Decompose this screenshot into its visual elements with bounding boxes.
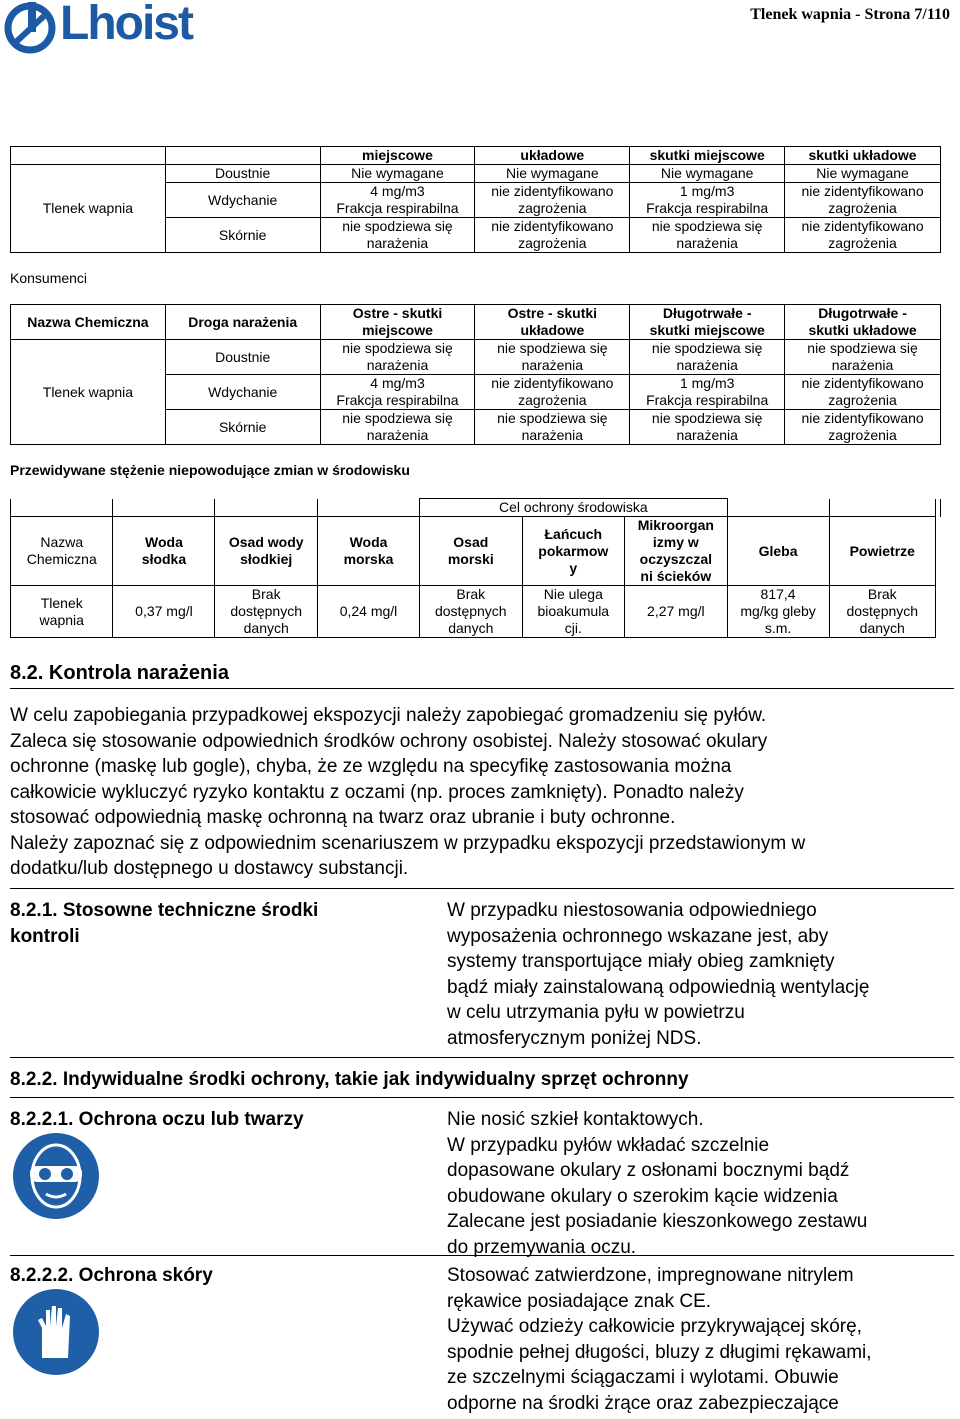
section-8-2-2-2-text: Stosować zatwierdzone, impregnowane nitrylem rękawice posiadające znak CE. Używać odzieży całkowicie przykrywającej skórę, spodnie pełnej długości, bluzy z długimi rękawami, ze szczelnymi ściągaczami i wylotami. Obuwie odporne na środki żrące oraz zabezpieczające	[447, 1265, 872, 1414]
table-cell: nie zidentyfikowano zagrożenia	[475, 218, 630, 253]
pnec-table	[10, 498, 941, 638]
table-cell: Nie ulega bioakumula cji.	[522, 586, 625, 638]
table-cell: 0,37 mg/l	[113, 586, 215, 638]
corner-cell	[165, 147, 320, 165]
section-8-2-2-2-title: 8.2.2.2. Ochrona skóry	[10, 1265, 213, 1286]
table-cell: nie zidentyfikowano zagrożenia	[785, 375, 941, 410]
table-cell: nie spodziewa się narażenia	[475, 340, 630, 375]
table-cell: 817,4 mg/kg gleby s.m.	[727, 586, 829, 638]
group-spacer	[936, 499, 941, 517]
rule-8-2-2-2-top	[10, 1255, 954, 1256]
rule-8-2-1-top	[10, 888, 954, 889]
consumers-dnel-table	[10, 304, 941, 445]
table-cell: nie zidentyfikowano zagrożenia	[475, 375, 630, 410]
group-header: Cel ochrony środowiska	[420, 499, 728, 517]
column-header: Łańcuch pokarmow y	[522, 517, 625, 586]
table-cell: 0,24 mg/l	[317, 586, 419, 638]
section-8-2-1-text: W przypadku niestosowania odpowiedniego wyposażenia ochronnego wskazane jest, aby systemy transportujące miały obieg zamknięty bądź miały zainstalowaną odpowiednią wentylację w celu utrzymania pyłu w powietrzu atmosferycznym poniżej NDS.	[447, 900, 870, 1049]
exposure-route: Skórnie	[165, 410, 320, 445]
column-header: Powietrze	[829, 517, 935, 586]
column-header: Nazwa Chemiczna	[11, 517, 113, 586]
column-header: układowe	[475, 147, 630, 165]
table-cell: Nie wymagane	[785, 165, 941, 183]
column-header: Ostre - skutki miejscowe	[320, 305, 475, 340]
table-cell: nie spodziewa się narażenia	[785, 340, 941, 375]
column-header: skutki układowe	[785, 147, 941, 165]
section-8-2-2-1-text: Nie nosić szkieł kontaktowych. W przypadku pyłów wkładać szczelnie dopasowane okulary z osłonami bocznymi bądź obudowane okulary o szerokim kącie widzenia Zalecane jest posiadanie kieszonkowego zestawu do przemywania oczu.	[447, 1109, 868, 1258]
table-cell: nie spodziewa się narażenia	[630, 218, 785, 253]
table-cell: Nie wymagane	[320, 165, 475, 183]
section-8-2-1-title: 8.2.1. Stosowne techniczne środki kontroli	[10, 900, 319, 947]
table-cell: nie zidentyfikowano zagrożenia	[785, 183, 941, 218]
column-header: Ostre - skutki układowe	[475, 305, 630, 340]
table-cell: nie spodziewa się narażenia	[320, 218, 475, 253]
table-cell: Nie wymagane	[630, 165, 785, 183]
pnec-label: Przewidywane stężenie niepowodujące zmian w środowisku	[10, 462, 410, 478]
column-header: Woda słodka	[113, 517, 215, 586]
table-cell: nie spodziewa się narażenia	[630, 410, 785, 445]
section-8-2-title: 8.2. Kontrola narażenia	[10, 662, 229, 684]
table-cell: nie zidentyfikowano zagrożenia	[785, 218, 941, 253]
section-8-2-rule	[10, 688, 954, 689]
column-header: Nazwa Chemiczna	[11, 305, 166, 340]
exposure-route: Skórnie	[165, 218, 320, 253]
table-cell: 1 mg/m3 Frakcja respirabilna	[630, 183, 785, 218]
table-cell: 4 mg/m3 Frakcja respirabilna	[320, 375, 475, 410]
brand-name: Lhoist	[60, 0, 192, 50]
group-spacer	[829, 499, 935, 517]
rule-8-2-2-1-top	[10, 1097, 954, 1098]
group-spacer	[215, 499, 318, 517]
column-header: Mikroorgan izmy w oczyszczal ni ścieków	[625, 517, 728, 586]
table-cell: Brak dostępnych danych	[829, 586, 935, 638]
corner-cell	[11, 147, 166, 165]
lhoist-logo	[4, 2, 234, 56]
column-header: Gleba	[727, 517, 829, 586]
exposure-route: Wdychanie	[165, 183, 320, 218]
substance-name: Tlenek wapnia	[11, 165, 166, 253]
table-cell: 4 mg/m3 Frakcja respirabilna	[320, 183, 475, 218]
exposure-route: Doustnie	[165, 165, 320, 183]
substance-name: Tlenek wapnia	[11, 340, 166, 445]
page-title: Tlenek wapnia - Strona 7/110	[750, 6, 950, 23]
column-header: Droga narażenia	[165, 305, 320, 340]
group-spacer	[727, 499, 829, 517]
exposure-route: Wdychanie	[165, 375, 320, 410]
rule-8-2-2-top	[10, 1057, 954, 1058]
column-header: skutki miejscowe	[630, 147, 785, 165]
column-header: miejscowe	[320, 147, 475, 165]
hand-protection-icon	[12, 1288, 100, 1376]
table-cell: 1 mg/m3 Frakcja respirabilna	[630, 375, 785, 410]
table-cell: nie spodziewa się narażenia	[630, 340, 785, 375]
exposure-route: Doustnie	[165, 340, 320, 375]
column-header: Woda morska	[317, 517, 419, 586]
table-cell: nie spodziewa się narażenia	[475, 410, 630, 445]
table-cell: Brak dostępnych danych	[420, 586, 523, 638]
column-header: Długotrwałe - skutki układowe	[785, 305, 941, 340]
group-spacer	[11, 499, 113, 517]
table-cell: Brak dostępnych danych	[215, 586, 318, 638]
eye-protection-icon	[12, 1132, 100, 1220]
workers-dnel-table	[10, 146, 941, 253]
table-cell: Nie wymagane	[475, 165, 630, 183]
section-8-2-text: W celu zapobiegania przypadkowej ekspozycji należy zapobiegać gromadzeniu się pyłów. Zaleca się stosowanie odpowiednich środków ochrony osobistej. Należy stosować okulary ochronne (maskę lub gogle), chyba, że ze względu na specyfikę zastosowania można całkowicie wykluczyć ryzyko kontaktu z oczami (np. proces zamknięty). Ponadto należy stosować odpowiednią maskę ochronną na twarz oraz ubranie i buty ochronne. Należy zapoznać się z odpowiednim scenariuszem w przypadku ekspozycji przedstawionym w dodatku/lub dostępnego u dostawcy substancji.	[10, 705, 806, 879]
table-cell: nie spodziewa się narażenia	[320, 340, 475, 375]
table-cell: nie zidentyfikowano zagrożenia	[785, 410, 941, 445]
group-spacer	[317, 499, 419, 517]
column-header: Długotrwałe - skutki miejscowe	[630, 305, 785, 340]
section-8-2-2-1-title: 8.2.2.1. Ochrona oczu lub twarzy	[10, 1109, 304, 1130]
table-cell: nie spodziewa się narażenia	[320, 410, 475, 445]
table-cell: 2,27 mg/l	[625, 586, 728, 638]
group-spacer	[113, 499, 215, 517]
column-header: Osad wody słodkiej	[215, 517, 318, 586]
table-cell: nie zidentyfikowano zagrożenia	[475, 183, 630, 218]
table-cell: Tlenek wapnia	[11, 586, 113, 638]
consumers-label: Konsumenci	[10, 270, 88, 286]
column-header: Osad morski	[420, 517, 523, 586]
section-8-2-2-title: 8.2.2. Indywidualne środki ochrony, takie jak indywidualny sprzęt ochronny	[10, 1069, 689, 1090]
